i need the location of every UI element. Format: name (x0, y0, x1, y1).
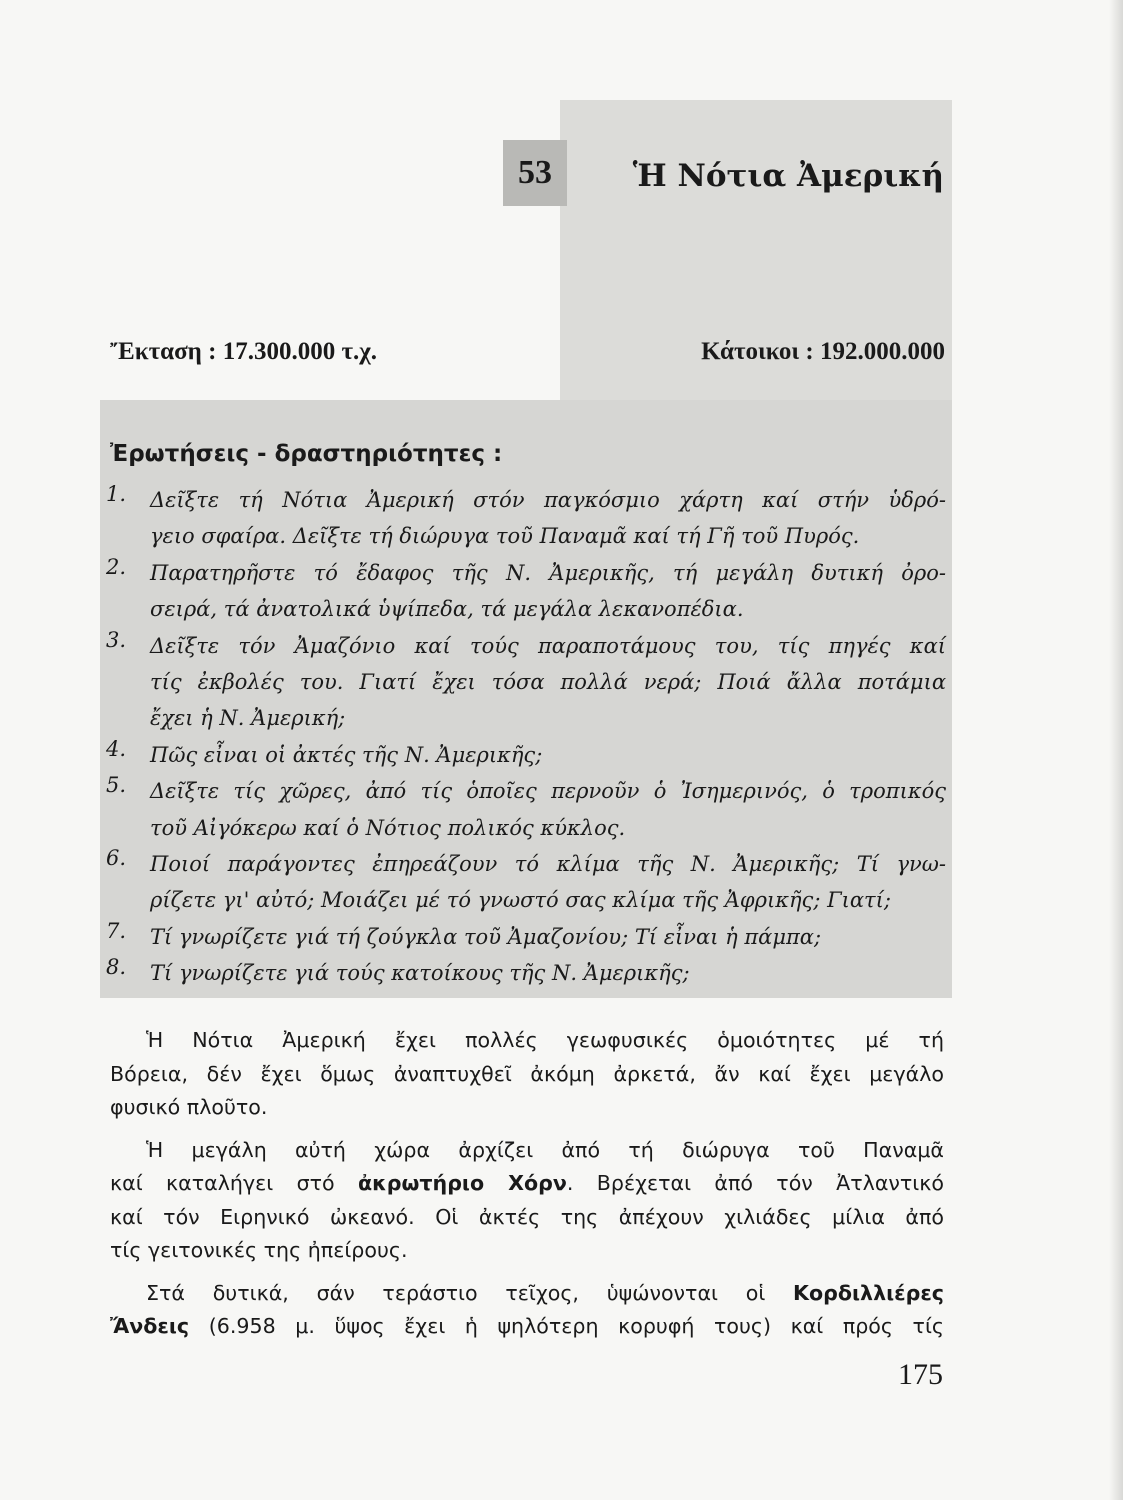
questions-heading: Ἐρωτήσεις - δραστηριότητες : (110, 441, 503, 467)
paragraph (110, 1024, 944, 1125)
question-item (106, 919, 946, 955)
paragraph (110, 1134, 944, 1268)
area-stat: Ἔκταση : 17.300.000 τ.χ. (110, 338, 378, 365)
population-stat: Κάτοικοι : 192.000.000 (701, 338, 945, 365)
text-line: καί τόν Ειρηνικό ὠκεανό. Οἱ ἀκτές της ἀπέχουν χιλιάδες μίλια ἀπό (110, 1204, 944, 1229)
question-line: Τί γνωρίζετε γιά τή ζούγκλα τοῦ Ἀμαζονίου; Τί εἶναι ἡ πάμπα; (150, 924, 822, 949)
question-line: Παρατηρῆστε τό ἔδαφος τῆς Ν. Ἀμερικῆς, τή μεγάλη δυτική ὀρο- (150, 560, 946, 585)
text-run: (6.958 μ. ὕψος ἔχει ἡ ψηλότερη κορυφή τους) καί πρός τίς (189, 1314, 944, 1338)
andes-term: Ἄνδεις (110, 1314, 190, 1338)
question-number: 6. (106, 845, 127, 870)
question-line: Πῶς εἶναι οἱ ἀκτές τῆς Ν. Ἀμερικῆς; (150, 742, 543, 767)
question-line: Δεῖξτε τίς χῶρες, ἀπό τίς ὁποῖες περνοῦν ὁ Ἰσημερινός, ὁ τροπικός (150, 779, 946, 804)
text-line: Βόρεια, δέν ἔχει ὅμως ἀναπτυχθεῖ ἀκόμη ἀρκετά, ἄν καί ἔχει μεγάλο (110, 1061, 944, 1086)
question-line: τοῦ Αἰγόκερω καί ὁ Νότιος πολικός κύκλος. (150, 815, 626, 840)
question-line: Ποιοί παράγοντες ἐπηρεάζουν τό κλίμα τῆς Ν. Ἀμερικῆς; Τί γνω- (150, 851, 946, 876)
text-run: καί καταλήγει στό (110, 1171, 358, 1195)
question-number: 8. (106, 955, 127, 980)
question-number: 3. (106, 627, 127, 652)
question-line: ἔχει ἡ Ν. Ἀμερική; (150, 706, 346, 731)
question-number: 7. (106, 918, 127, 943)
question-line: Δεῖξτε τόν Ἀμαζόνιο καί τούς παραποτάμους του, τίς πηγές καί (150, 633, 946, 658)
question-number: 2. (106, 554, 127, 579)
question-number: 4. (106, 736, 127, 761)
question-item (106, 737, 946, 773)
question-line: ρίζετε γι' αὐτό; Μοιάζει μέ τό γνωστό σας κλίμα τῆς Ἀφρικῆς; Γιατί; (150, 888, 891, 913)
text-line: τίς γειτονικές της ἠπείρους. (110, 1238, 408, 1262)
questions-list (106, 482, 946, 991)
question-item (106, 773, 946, 846)
question-line: γειο σφαίρα. Δεῖξτε τή διώρυγα τοῦ Παναμᾶ καί τή Γῆ τοῦ Πυρός. (150, 524, 860, 549)
question-item (106, 482, 946, 555)
question-item (106, 555, 946, 628)
chapter-title: Ἡ Νότια Ἀμερική (632, 158, 944, 194)
question-line: Τί γνωρίζετε γιά τούς κατοίκους τῆς Ν. Ἀμερικῆς; (150, 961, 690, 986)
paragraph (110, 1277, 944, 1344)
text-line (110, 1277, 944, 1311)
question-line: σειρά, τά ἀνατολικά ὑψίπεδα, τά μεγάλα λεκανοπέδια. (150, 597, 744, 622)
text-line: Ἡ μεγάλη αὐτή χώρα ἀρχίζει ἀπό τή διώρυγα τοῦ Παναμᾶ (146, 1137, 944, 1162)
page-edge-shadow (1109, 0, 1123, 1500)
question-number: 1. (106, 482, 127, 506)
question-number: 5. (106, 773, 127, 798)
cordilleras-term: Κορδιλλιέρες (793, 1280, 944, 1305)
question-item (106, 628, 946, 737)
text-line (110, 1310, 944, 1344)
question-line: Δεῖξτε τή Νότια Ἀμερική στόν παγκόσμιο χάρτη καί στήν ὑδρό- (150, 488, 946, 512)
question-item (106, 846, 946, 919)
question-line: τίς ἐκβολές του. Γιατί ἔχει τόσα πολλά νερά; Ποιά ἄλλα ποτάμια (150, 669, 946, 694)
body-text (110, 1024, 944, 1344)
text-line (110, 1167, 944, 1201)
text-line: φυσικό πλοῦτο. (110, 1095, 268, 1119)
page-number: 175 (898, 1358, 943, 1391)
text-run: . Βρέχεται ἀπό τόν Ἀτλαντικό (566, 1171, 945, 1195)
chapter-number: 53 (503, 140, 567, 206)
text-line: Ἡ Νότια Ἀμερική ἔχει πολλές γεωφυσικές ὁμοιότητες μέ τή (146, 1028, 944, 1052)
text-run: Στά δυτικά, σάν τεράστιο τεῖχος, ὑψώνονται οἱ (146, 1280, 794, 1305)
cape-horn-term: ἀκρωτήριο Χόρν (357, 1171, 567, 1195)
question-item (106, 955, 946, 991)
